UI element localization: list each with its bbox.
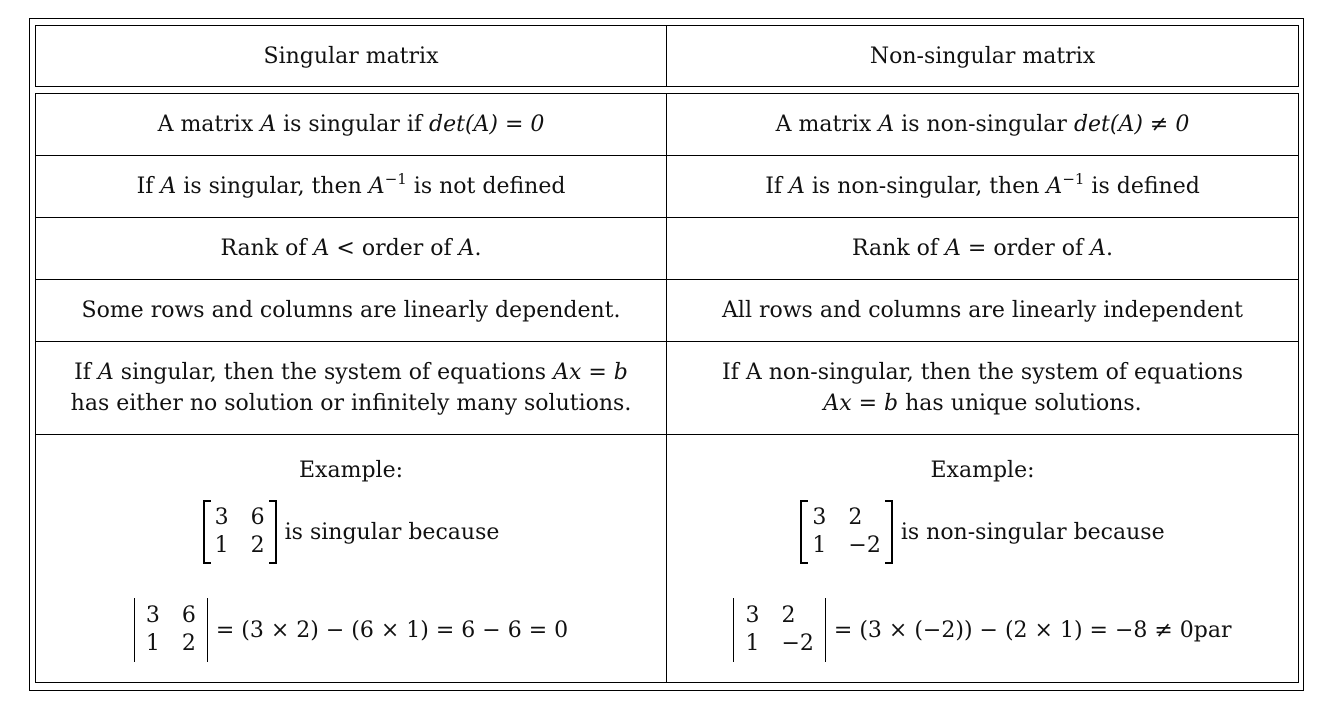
because-text: is non-singular because bbox=[900, 519, 1165, 545]
non-singular-example bbox=[667, 435, 1299, 683]
header-table bbox=[35, 25, 1299, 87]
line: If A singular, then the system of equations Ax = b bbox=[74, 360, 628, 385]
example-matrix-line bbox=[36, 500, 666, 564]
matrix: 3 2 1 −2 bbox=[800, 500, 892, 564]
non-singular-system-solutions bbox=[667, 342, 1299, 435]
singular-rank: Rank of A < order of A. bbox=[36, 218, 667, 280]
because-text: is singular because bbox=[284, 519, 500, 545]
example-title: Example: bbox=[930, 458, 1035, 483]
header-row bbox=[36, 26, 1299, 87]
table-row bbox=[36, 218, 1299, 280]
comparison-table bbox=[35, 93, 1299, 683]
non-singular-inverse: If A is non-singular, then $A^{-1}$ is defined bbox=[667, 156, 1299, 218]
example-matrix-line bbox=[667, 500, 1298, 564]
singular-definition: A matrix A is singular if det(A) = 0 bbox=[36, 94, 667, 156]
singular-system-solutions bbox=[36, 342, 667, 435]
header-singular: Singular matrix bbox=[36, 26, 667, 87]
singular-inverse: If A is singular, then $A^{-1}$ is not defined bbox=[36, 156, 667, 218]
table-row bbox=[36, 94, 1299, 156]
non-singular-rank: Rank of A = order of A. bbox=[667, 218, 1299, 280]
determinant: 3 6 1 2 bbox=[134, 598, 208, 662]
determinant-line bbox=[36, 598, 666, 662]
header-non-singular: Non-singular matrix bbox=[667, 26, 1299, 87]
table-row bbox=[36, 342, 1299, 435]
determinant-line bbox=[667, 598, 1298, 662]
singular-example bbox=[36, 435, 667, 683]
non-singular-independence: All rows and columns are linearly independent bbox=[667, 280, 1299, 342]
determinant: 3 2 1 −2 bbox=[733, 598, 825, 662]
singular-dependence: Some rows and columns are linearly dependent. bbox=[36, 280, 667, 342]
table-row bbox=[36, 280, 1299, 342]
non-singular-definition: A matrix A is non-singular det(A) ≠ 0 bbox=[667, 94, 1299, 156]
line: Ax = b has unique solutions. bbox=[823, 391, 1142, 416]
determinant-expression: = (3 × 2) − (6 × 1) = 6 − 6 = 0 bbox=[215, 617, 569, 643]
example-title: Example: bbox=[299, 458, 403, 483]
table-row bbox=[36, 435, 1299, 683]
determinant-expression: = (3 × (−2)) − (2 × 1) = −8 ≠ 0par bbox=[833, 617, 1232, 643]
table-row bbox=[36, 156, 1299, 218]
line: If A non-singular, then the system of equations bbox=[722, 360, 1243, 385]
matrix: 3 6 1 2 bbox=[203, 500, 277, 564]
line: has either no solution or infinitely many solutions. bbox=[70, 391, 632, 416]
